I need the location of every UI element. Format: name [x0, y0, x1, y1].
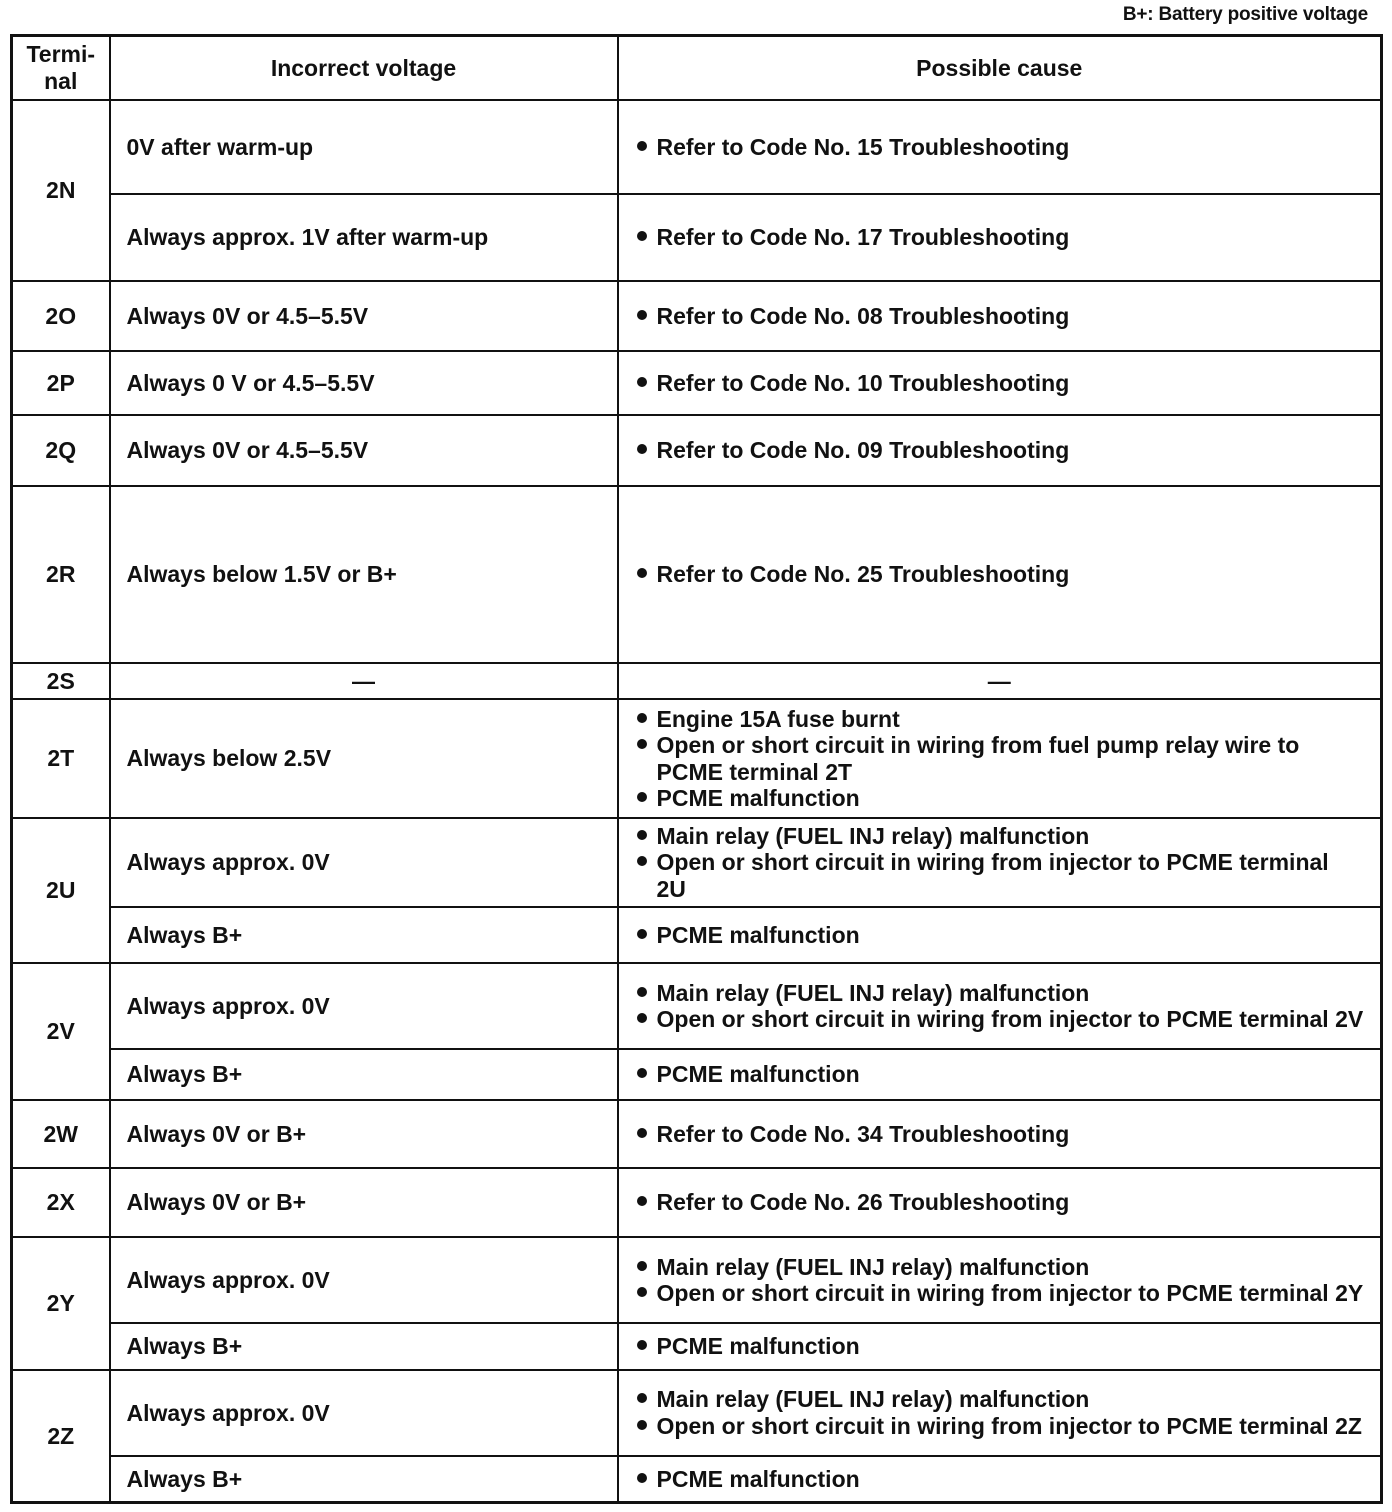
cause-list [635, 980, 1365, 1033]
cause-item: Main relay (FUEL INJ relay) malfunction [635, 1254, 1365, 1280]
cause-list [635, 1466, 1365, 1492]
cause-item: Open or short circuit in wiring from injector to PCME terminal 2Y [635, 1280, 1365, 1306]
table-row [12, 963, 1382, 1050]
table-row [12, 907, 1382, 963]
table-row [12, 1456, 1382, 1502]
table-row [12, 699, 1382, 818]
terminal-cell: 2R [12, 486, 110, 663]
table-row [12, 1323, 1382, 1369]
cause-item: Refer to Code No. 34 Troubleshooting [635, 1121, 1365, 1147]
table-row [12, 663, 1382, 699]
cause-item: Refer to Code No. 17 Troubleshooting [635, 224, 1365, 250]
voltage-cell: Always approx. 0V [110, 1237, 618, 1324]
cause-list [635, 1333, 1365, 1359]
cause-cell [618, 281, 1382, 351]
voltage-cell: 0V after warm-up [110, 100, 618, 195]
terminal-header [12, 36, 110, 100]
terminal-cell: 2U [12, 818, 110, 963]
terminal-cell: 2W [12, 1100, 110, 1168]
table-row [12, 1168, 1382, 1236]
table-header-row [12, 36, 1382, 100]
terminal-header-label: Termi- nal [26, 41, 96, 94]
voltage-cell: Always 0V or B+ [110, 1168, 618, 1236]
cause-list [635, 224, 1365, 250]
terminal-voltage-table [10, 34, 1383, 1504]
terminal-cell: 2S [12, 663, 110, 699]
cause-list [635, 1254, 1365, 1307]
table-row [12, 100, 1382, 195]
table-row [12, 351, 1382, 415]
table-row [12, 1237, 1382, 1324]
cause-item: PCME malfunction [635, 785, 1365, 811]
cause-item: Refer to Code No. 15 Troubleshooting [635, 134, 1365, 160]
cause-list [635, 1121, 1365, 1147]
cause-item: Open or short circuit in wiring from injector to PCME terminal 2V [635, 1006, 1365, 1032]
cause-item: PCME malfunction [635, 1333, 1365, 1359]
cause-cell [618, 100, 1382, 195]
cause-item: PCME malfunction [635, 922, 1365, 948]
cause-list [635, 1061, 1365, 1087]
cause-item: Refer to Code No. 26 Troubleshooting [635, 1189, 1365, 1215]
terminal-cell: 2N [12, 100, 110, 281]
table-row [12, 1370, 1382, 1457]
terminal-cell: 2X [12, 1168, 110, 1236]
voltage-cell: Always below 2.5V [110, 699, 618, 818]
voltage-cell: — [110, 663, 618, 699]
terminal-cell: 2Q [12, 415, 110, 485]
table-row [12, 818, 1382, 907]
cause-list [635, 1386, 1365, 1439]
terminal-cell: 2Y [12, 1237, 110, 1370]
voltage-cell: Always 0V or 4.5–5.5V [110, 281, 618, 351]
table-row [12, 486, 1382, 663]
cause-list [635, 1189, 1365, 1215]
cause-cell [618, 818, 1382, 907]
cause-list [635, 561, 1365, 587]
table-body [12, 100, 1382, 1503]
cause-cell [618, 1168, 1382, 1236]
cause-item: Open or short circuit in wiring from fuel pump relay wire to PCME terminal 2T [635, 732, 1365, 785]
voltage-cell: Always approx. 0V [110, 1370, 618, 1457]
cause-item: Open or short circuit in wiring from injector to PCME terminal 2U [635, 849, 1365, 902]
cause-cell [618, 194, 1382, 281]
table-row [12, 1100, 1382, 1168]
table-row [12, 281, 1382, 351]
cause-cell [618, 1370, 1382, 1457]
terminal-cell: 2V [12, 963, 110, 1100]
voltage-header: Incorrect voltage [110, 36, 618, 100]
voltage-cell: Always B+ [110, 1323, 618, 1369]
terminal-cell: 2P [12, 351, 110, 415]
voltage-cell: Always B+ [110, 907, 618, 963]
cause-cell [618, 486, 1382, 663]
cause-list [635, 706, 1365, 812]
cause-list [635, 303, 1365, 329]
cause-list [635, 370, 1365, 396]
cause-cell [618, 1237, 1382, 1324]
cause-cell [618, 1456, 1382, 1502]
cause-cell [618, 1323, 1382, 1369]
voltage-cell: Always below 1.5V or B+ [110, 486, 618, 663]
voltage-cell: Always 0V or 4.5–5.5V [110, 415, 618, 485]
cause-item: Refer to Code No. 25 Troubleshooting [635, 561, 1365, 587]
cause-cell [618, 963, 1382, 1050]
cause-list [635, 134, 1365, 160]
voltage-cell: Always approx. 0V [110, 963, 618, 1050]
cause-cell [618, 351, 1382, 415]
cause-item: Refer to Code No. 08 Troubleshooting [635, 303, 1365, 329]
voltage-cell: Always approx. 1V after warm-up [110, 194, 618, 281]
voltage-cell: Always approx. 0V [110, 818, 618, 907]
cause-item: Main relay (FUEL INJ relay) malfunction [635, 980, 1365, 1006]
terminal-cell: 2Z [12, 1370, 110, 1503]
cause-item: PCME malfunction [635, 1061, 1365, 1087]
cause-item: Main relay (FUEL INJ relay) malfunction [635, 1386, 1365, 1412]
voltage-cell: Always B+ [110, 1456, 618, 1502]
cause-list [635, 922, 1365, 948]
cause-list [635, 823, 1365, 902]
cause-cell [618, 699, 1382, 818]
cause-item: Engine 15A fuse burnt [635, 706, 1365, 732]
voltage-cell: Always B+ [110, 1049, 618, 1099]
cause-cell [618, 415, 1382, 485]
cause-cell [618, 907, 1382, 963]
voltage-cell: Always 0V or B+ [110, 1100, 618, 1168]
cause-item: Open or short circuit in wiring from injector to PCME terminal 2Z [635, 1413, 1365, 1439]
cause-item: Main relay (FUEL INJ relay) malfunction [635, 823, 1365, 849]
table-row [12, 194, 1382, 281]
cause-cell: — [618, 663, 1382, 699]
terminal-cell: 2O [12, 281, 110, 351]
battery-voltage-note: B+: Battery positive voltage [1122, 4, 1368, 25]
table-row [12, 1049, 1382, 1099]
terminal-cell: 2T [12, 699, 110, 818]
cause-item: Refer to Code No. 10 Troubleshooting [635, 370, 1365, 396]
voltage-cell: Always 0 V or 4.5–5.5V [110, 351, 618, 415]
cause-cell [618, 1049, 1382, 1099]
cause-list [635, 437, 1365, 463]
table-row [12, 415, 1382, 485]
cause-item: PCME malfunction [635, 1466, 1365, 1492]
cause-item: Refer to Code No. 09 Troubleshooting [635, 437, 1365, 463]
cause-cell [618, 1100, 1382, 1168]
cause-header: Possible cause [618, 36, 1382, 100]
